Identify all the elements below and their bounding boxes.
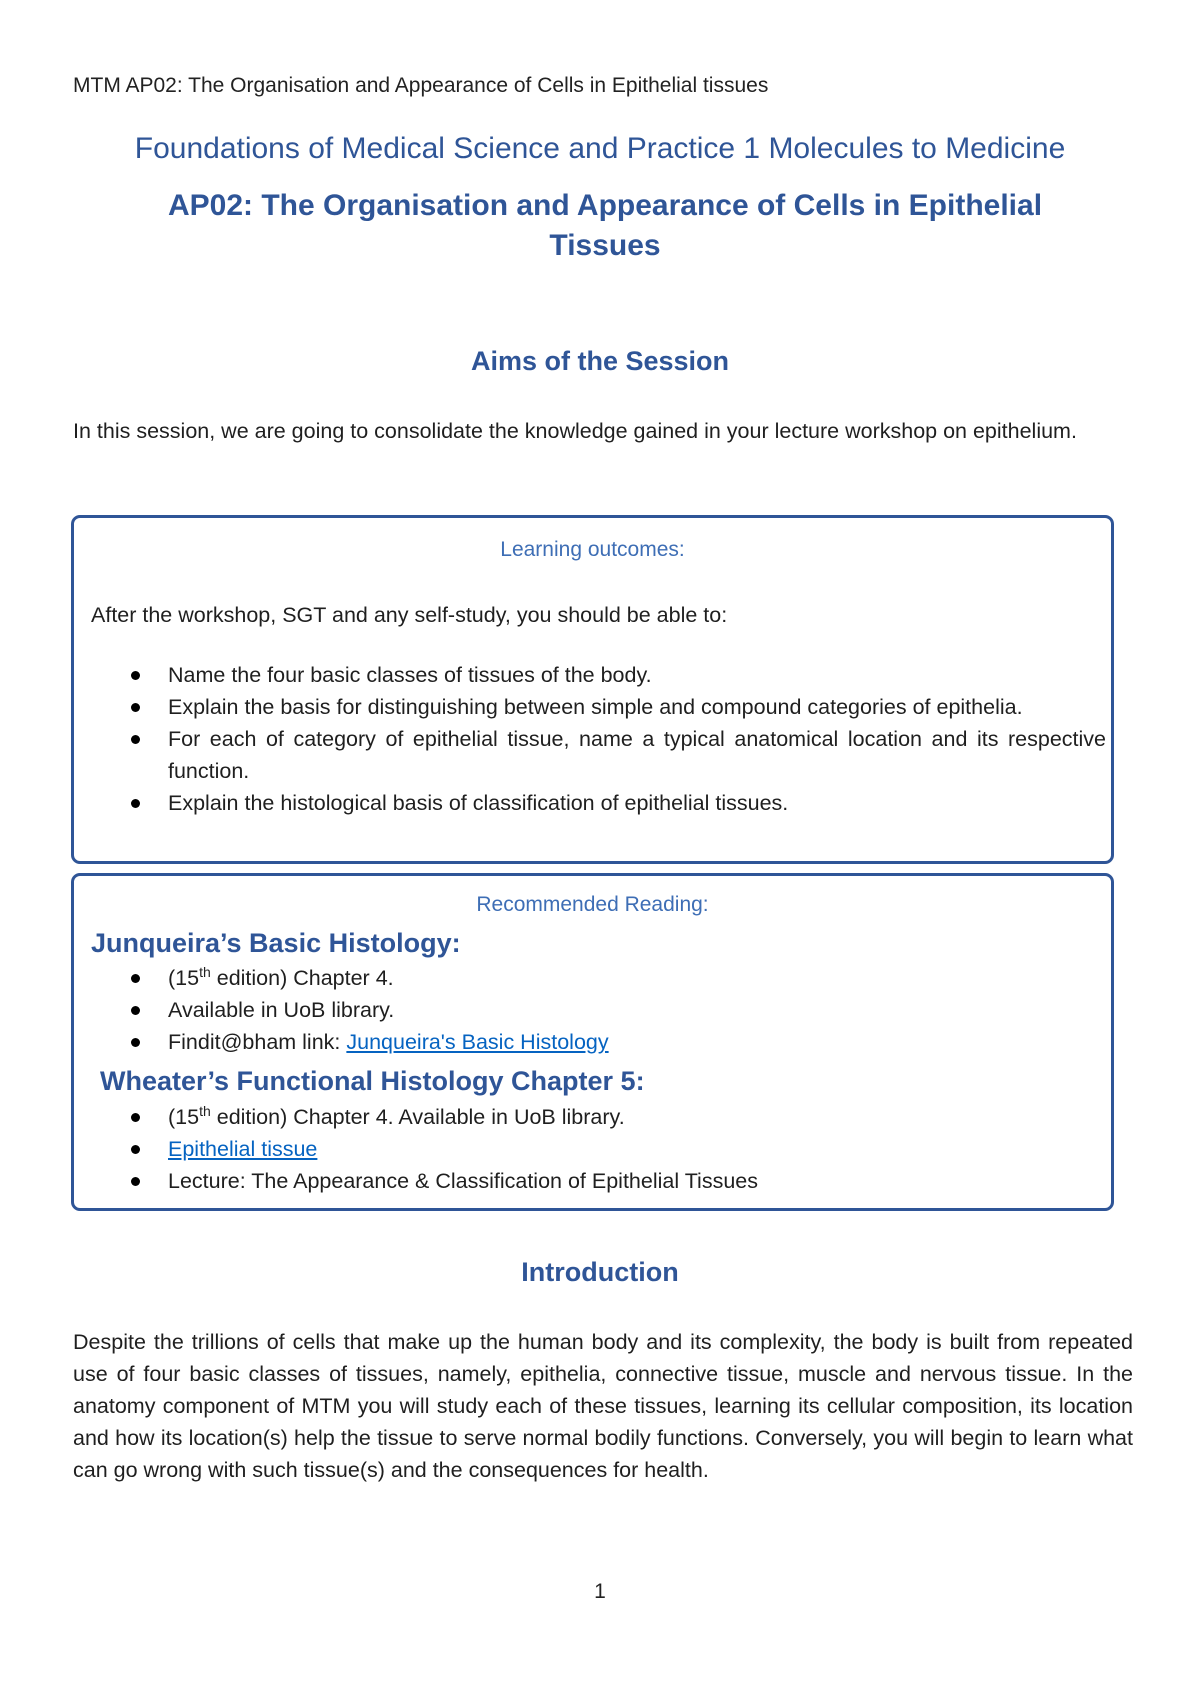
wheater-list xyxy=(168,1101,1106,1197)
list-item: Lecture: The Appearance & Classification of Epithelial Tissues xyxy=(168,1165,1106,1197)
recommended-reading-caption: Recommended Reading: xyxy=(476,893,709,916)
list-item xyxy=(168,1133,1106,1165)
junqueira-list xyxy=(168,962,1106,1058)
bullet-icon xyxy=(131,1113,140,1122)
list-item: (15th edition) Chapter 4. Available in UoB library. xyxy=(168,1101,1106,1133)
list-item: For each of category of epithelial tissue, name a typical anatomical location and its respective function. xyxy=(168,723,1106,787)
introduction-heading: Introduction xyxy=(521,1257,679,1287)
aims-heading: Aims of the Session xyxy=(470,346,730,376)
list-item: Findit@bham link: Junqueira's Basic Histology xyxy=(168,1026,1106,1058)
list-item: Name the four basic classes of tissues of the body. xyxy=(168,659,1106,691)
bullet-icon xyxy=(131,703,140,712)
bullet-icon xyxy=(131,974,140,983)
bullet-icon xyxy=(131,1145,140,1154)
learning-outcomes-caption: Learning outcomes: xyxy=(500,538,685,561)
bullet-icon xyxy=(131,1177,140,1186)
wheater-heading: Wheater’s Functional Histology Chapter 5: xyxy=(100,1066,645,1096)
junqueira-heading: Junqueira’s Basic Histology: xyxy=(91,928,461,958)
page-number: 1 xyxy=(594,1580,606,1603)
bullet-icon xyxy=(131,799,140,808)
recommended-reading-box xyxy=(71,873,1114,1211)
bullet-icon xyxy=(131,735,140,744)
epithelial-tissue-link[interactable]: Epithelial tissue xyxy=(168,1137,318,1161)
junqueira-link[interactable]: Junqueira's Basic Histology xyxy=(346,1030,609,1054)
session-title: AP02: The Organisation and Appearance of Cells in Epithelial Tissues xyxy=(167,189,1043,262)
list-item: (15th edition) Chapter 4. xyxy=(168,962,1106,994)
list-item: Available in UoB library. xyxy=(168,994,1106,1026)
introduction-paragraph: Despite the trillions of cells that make up the human body and its complexity, the body is built from repeated use of four basic classes of tissues, namely, epithelia, connective tissue, muscle and nervous tissue. In the anatomy component of MTM you will study each of these tissues, learning its cellular composition, its location and how its location(s) help the tissue to serve normal bodily functions. Conversely, you will begin to learn what can go wrong with such tissue(s) and the consequences for health. xyxy=(73,1330,1133,1482)
list-item: Explain the histological basis of classification of epithelial tissues. xyxy=(168,787,1106,819)
running-header: MTM AP02: The Organisation and Appearance of Cells in Epithelial tissues xyxy=(73,74,769,97)
course-title: Foundations of Medical Science and Practice 1 Molecules to Medicine xyxy=(134,132,1066,165)
bullet-icon xyxy=(131,1038,140,1047)
bullet-icon xyxy=(131,671,140,680)
learning-outcomes-box xyxy=(71,515,1114,864)
learning-outcomes-intro: After the workshop, SGT and any self-study, you should be able to: xyxy=(91,603,728,627)
aims-paragraph: In this session, we are going to consolidate the knowledge gained in your lecture workshop on epithelium. xyxy=(73,419,1077,443)
bullet-icon xyxy=(131,1006,140,1015)
list-item: Explain the basis for distinguishing between simple and compound categories of epithelia. xyxy=(168,691,1106,723)
learning-outcomes-list xyxy=(168,659,1106,819)
